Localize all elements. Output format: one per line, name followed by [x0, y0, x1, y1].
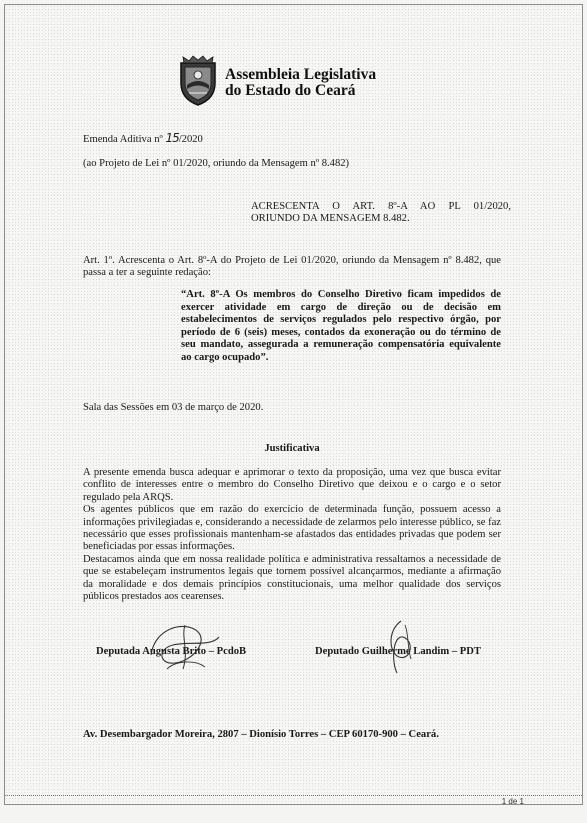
footer-address: Av. Desembargador Moreira, 2807 – Dionísio Torres – CEP 60170-900 – Ceará. — [83, 729, 439, 740]
article-1: Art. 1º. Acrescenta o Art. 8º-A do Projeto de Lei 01/2020, oriundo da Mensagem nº 8.482, que passa a ter a seguinte redação: — [83, 255, 501, 279]
session-date: Sala das Sessões em 03 de março de 2020. — [83, 402, 264, 413]
organization-name — [225, 67, 376, 99]
justificativa-paragraph-1: A presente emenda busca adequar e aprimorar o texto da proposição, uma vez que busca evitar conflito de interesses entre o membro do Conselho Diretivo que deixou e o cargo e o setor regulado pela ARQS. — [83, 467, 501, 503]
justificativa-paragraph-2: Os agentes públicos que em razão do exercício de determinada função, possuem acesso a informações privilegiadas e, considerando a necessidade de zelarmos pelo interesse público, se faz necessário que esses profissionais mantenham-se afastados das entidades privadas que podem ser beneficiadas por essas informações. — [83, 504, 501, 553]
handwritten-signature-right — [381, 617, 421, 682]
letterhead — [177, 55, 417, 111]
signature-left-name: Deputada Augusta Brito – PcdoB — [96, 646, 247, 657]
emenda-number: 15 — [165, 131, 179, 145]
signature-right-name: Deputado Guilherme Landim – PDT — [315, 646, 481, 657]
justificativa-body — [83, 467, 501, 603]
ementa-line1: ACRESCENTA O ART. 8º-A AO PL 01/2020, — [251, 201, 511, 212]
ementa-line2: ORIUNDO DA MENSAGEM 8.482. — [251, 213, 410, 225]
document-page — [4, 4, 583, 805]
state-coat-of-arms-icon — [177, 55, 219, 112]
footer-divider — [5, 795, 582, 796]
organization-name-line1: Assembleia Legislativa — [225, 66, 377, 83]
projeto-reference: (ao Projeto de Lei nº 01/2020, oriundo da Mensagem nº 8.482) — [83, 158, 350, 169]
justificativa-title: Justificativa — [264, 443, 320, 454]
emenda-prefix: Emenda Aditiva nº — [83, 134, 163, 145]
ementa — [251, 201, 511, 226]
handwritten-signature-left — [145, 617, 225, 678]
justificativa-paragraph-3: Destacamos ainda que em nossa realidade política e administrativa ressaltamos a necessidade de que se estabeleçam instrumentos legais que tornem possível alcançarmos, mediante a afirmação da moralidade e dos demais princípios constitucionais, uma melhor qualidade dos serviços públicos prestados aos cearenses. — [83, 553, 501, 603]
organization-name-line2: do Estado do Ceará — [225, 82, 356, 99]
emenda-heading — [83, 132, 203, 146]
page-number: 1 de 1 — [501, 797, 524, 805]
emenda-year: /2020 — [178, 134, 203, 145]
article-8a-text: “Art. 8º-A Os membros do Conselho Diretivo ficam impedidos de exercer atividade em cargo de direção ou de decisão em estabelecimentos de serviços regulados pelo respectivo órgão, por período de 6 (seis) meses, contados da exoneração ou do término de seu mandato, assegurada a remuneração compensatória equivalente ao cargo ocupado”. — [181, 289, 501, 363]
